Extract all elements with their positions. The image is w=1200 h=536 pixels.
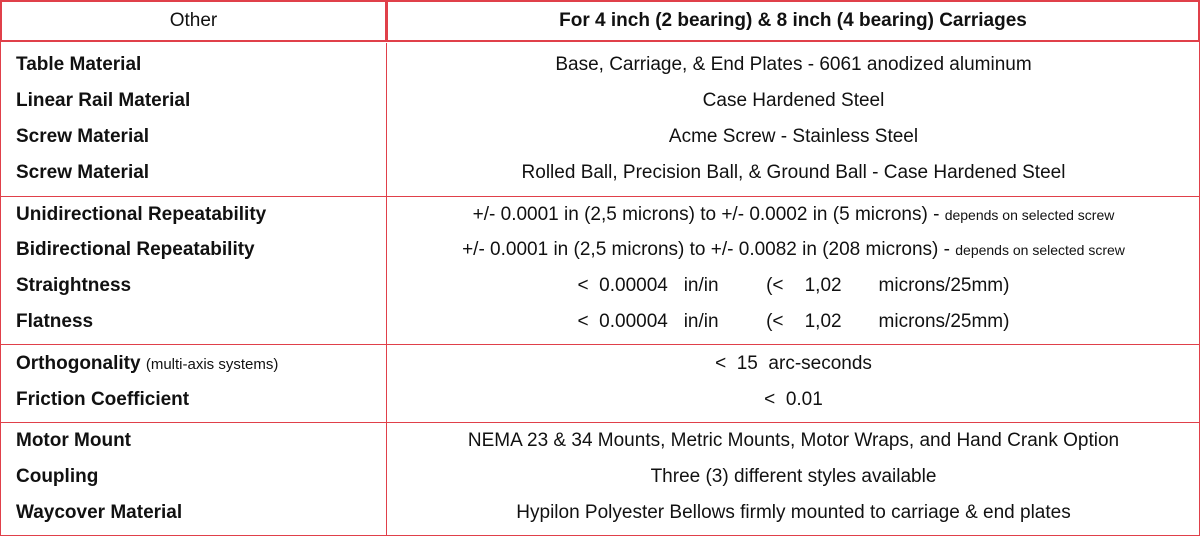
spec-label: Flatness <box>16 311 94 332</box>
spec-value: < 0.00004 in/in (< 1,02 microns/25mm) <box>577 311 1010 332</box>
spec-row-coupling <box>0 459 1200 495</box>
spec-value: Base, Carriage, & End Plates - 6061 anodized aluminum <box>555 54 1032 75</box>
spec-row-waycover-material <box>0 495 1200 531</box>
spec-value: Rolled Ball, Precision Ball, & Ground Ball - Case Hardened Steel <box>521 162 1066 183</box>
spec-value-text: +/- 0.0001 in (2,5 microns) to +/- 0.0082 in (208 microns) - <box>462 239 950 260</box>
spec-label: Coupling <box>16 466 99 487</box>
spec-value <box>387 232 1200 268</box>
spec-row-table-material <box>0 47 1200 83</box>
spec-value: < 0.00004 in/in (< 1,02 microns/25mm) <box>577 275 1010 296</box>
spec-label: Waycover Material <box>16 502 183 523</box>
spec-note: depends on selected screw <box>944 207 1115 223</box>
spec-value: Hypilon Polyester Bellows firmly mounted to carriage & end plates <box>516 502 1071 523</box>
spec-label: Straightness <box>16 275 132 296</box>
spec-value <box>387 197 1200 233</box>
spec-row-screw-material-acme <box>0 119 1200 155</box>
spec-label: Screw Material <box>16 162 150 183</box>
spec-row-orthogonality <box>0 346 1200 382</box>
spec-value-text: +/- 0.0001 in (2,5 microns) to +/- 0.0002 in (5 microns) - <box>472 204 940 225</box>
spec-row-friction-coefficient <box>0 382 1200 418</box>
spec-row-straightness <box>0 268 1200 304</box>
spec-label-text: Orthogonality <box>16 353 141 374</box>
spec-label: Linear Rail Material <box>16 90 191 111</box>
spec-label: Unidirectional Repeatability <box>16 204 267 225</box>
spec-label: Bidirectional Repeatability <box>16 239 255 260</box>
spec-row-flatness <box>0 304 1200 340</box>
spec-value: Case Hardened Steel <box>702 90 885 111</box>
spec-row-bidirectional-repeatability <box>0 232 1200 268</box>
header-carriages: For 4 inch (2 bearing) & 8 inch (4 bearing) Carriages <box>386 0 1200 42</box>
spec-row-unidirectional-repeatability <box>0 197 1200 233</box>
spec-sublabel: (multi-axis systems) <box>145 356 279 373</box>
header-category: Other <box>0 0 387 42</box>
spec-value: Three (3) different styles available <box>650 466 937 487</box>
spec-value: < 0.01 <box>764 389 823 410</box>
spec-note: depends on selected screw <box>955 242 1125 258</box>
spec-value: Acme Screw - Stainless Steel <box>668 126 919 147</box>
spec-value: < 15 arc-seconds <box>715 353 872 374</box>
spec-row-linear-rail-material <box>0 83 1200 119</box>
spec-label: Table Material <box>16 54 142 75</box>
spec-label: Screw Material <box>16 126 150 147</box>
spec-label <box>16 346 278 382</box>
spec-label: Friction Coefficient <box>16 389 190 410</box>
spec-label: Motor Mount <box>16 430 132 451</box>
spec-row-motor-mount <box>0 423 1200 459</box>
spec-row-screw-material-ball <box>0 155 1200 191</box>
group-divider <box>0 344 1200 345</box>
spec-value: NEMA 23 & 34 Mounts, Metric Mounts, Motor Wraps, and Hand Crank Option <box>467 430 1120 451</box>
